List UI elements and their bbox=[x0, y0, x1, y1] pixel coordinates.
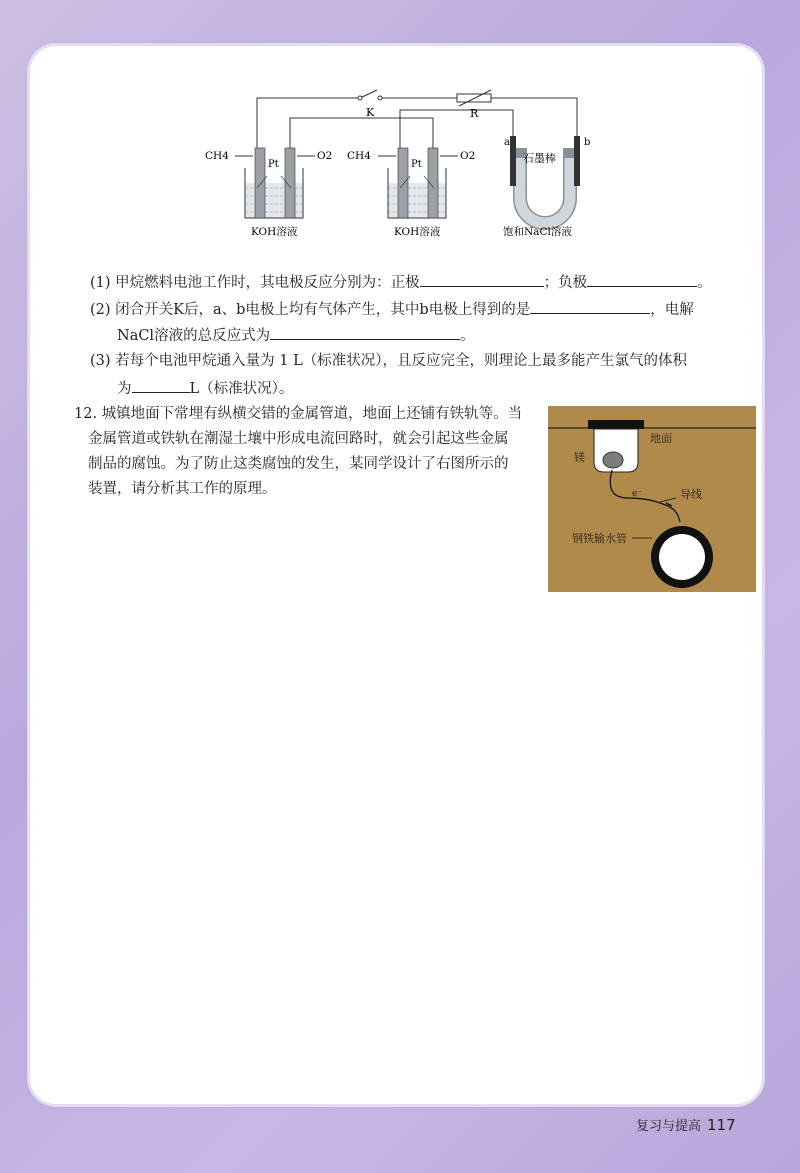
cell1-left-gas: CH4 bbox=[205, 150, 229, 162]
q2-blank-product bbox=[530, 299, 650, 314]
cell1-electrode: Pt bbox=[268, 159, 279, 170]
electron-label: e⁻ bbox=[632, 489, 643, 499]
question-2: (2) 闭合开关K后，a、b电极上均有气体产生，其中b电极上得到的是 ，电解 bbox=[90, 299, 694, 319]
footer-section: 复习与提高 bbox=[636, 1119, 702, 1134]
q1-blank-negative bbox=[587, 272, 697, 287]
magnesium-label: 镁 bbox=[574, 451, 585, 464]
question-12: 12. 城镇地面下常埋有纵横交错的金属管道，地面上还铺有铁轨等。当 金属管道或铁轨在潮湿土壤中形成电流回路时，就会引起这些金属 制品的腐蚀。为了防止这类腐蚀的发生，某同学设计了右图所示的 装置，请分析其工作的原理。 bbox=[74, 406, 523, 497]
q12-number: 12. bbox=[74, 406, 98, 422]
ground-label: 地面 bbox=[650, 432, 672, 445]
u-tube bbox=[510, 136, 580, 223]
q3-blank-volume bbox=[132, 378, 190, 393]
cell1-right-gas: O2 bbox=[317, 150, 333, 162]
pipe-label: 钢铁输水管 bbox=[572, 532, 627, 545]
resistor-label: R bbox=[470, 107, 479, 120]
utube-solution: 饱和NaCl溶液 bbox=[503, 226, 572, 238]
switch-label: K bbox=[366, 106, 375, 119]
page-number: 117 bbox=[707, 1116, 736, 1134]
question-3: (3) 若每个电池甲烷通入量为 1 L（标准状况），且反应完全，则理论上最多能产生氯气的体积 bbox=[90, 353, 687, 369]
cell1-solution: KOH溶液 bbox=[251, 226, 298, 238]
sacrificial-anode-diagram bbox=[548, 406, 756, 592]
cell2-right-gas: O2 bbox=[460, 150, 476, 162]
cell2-electrode: Pt bbox=[411, 159, 422, 170]
page-footer bbox=[636, 1115, 736, 1134]
utube-a-label: a bbox=[504, 137, 510, 148]
q2-blank-equation bbox=[270, 325, 460, 340]
question-3-line2: 为 L（标准状况）。 bbox=[117, 378, 293, 398]
cell2-solution: KOH溶液 bbox=[394, 226, 441, 238]
utube-b-label: b bbox=[584, 137, 591, 148]
question-2-line2: NaCl溶液的总反应式为 。 bbox=[117, 325, 475, 345]
graphite-label: 石墨棒 bbox=[523, 152, 556, 165]
cell2-left-gas: CH4 bbox=[347, 150, 371, 162]
question-1: (1) 甲烷燃料电池工作时，其电极反应分别为：正极 ；负极 。 bbox=[90, 272, 712, 292]
wire-label: 导线 bbox=[680, 488, 702, 501]
electrolysis-diagram bbox=[195, 88, 615, 248]
q1-blank-positive bbox=[420, 272, 544, 287]
